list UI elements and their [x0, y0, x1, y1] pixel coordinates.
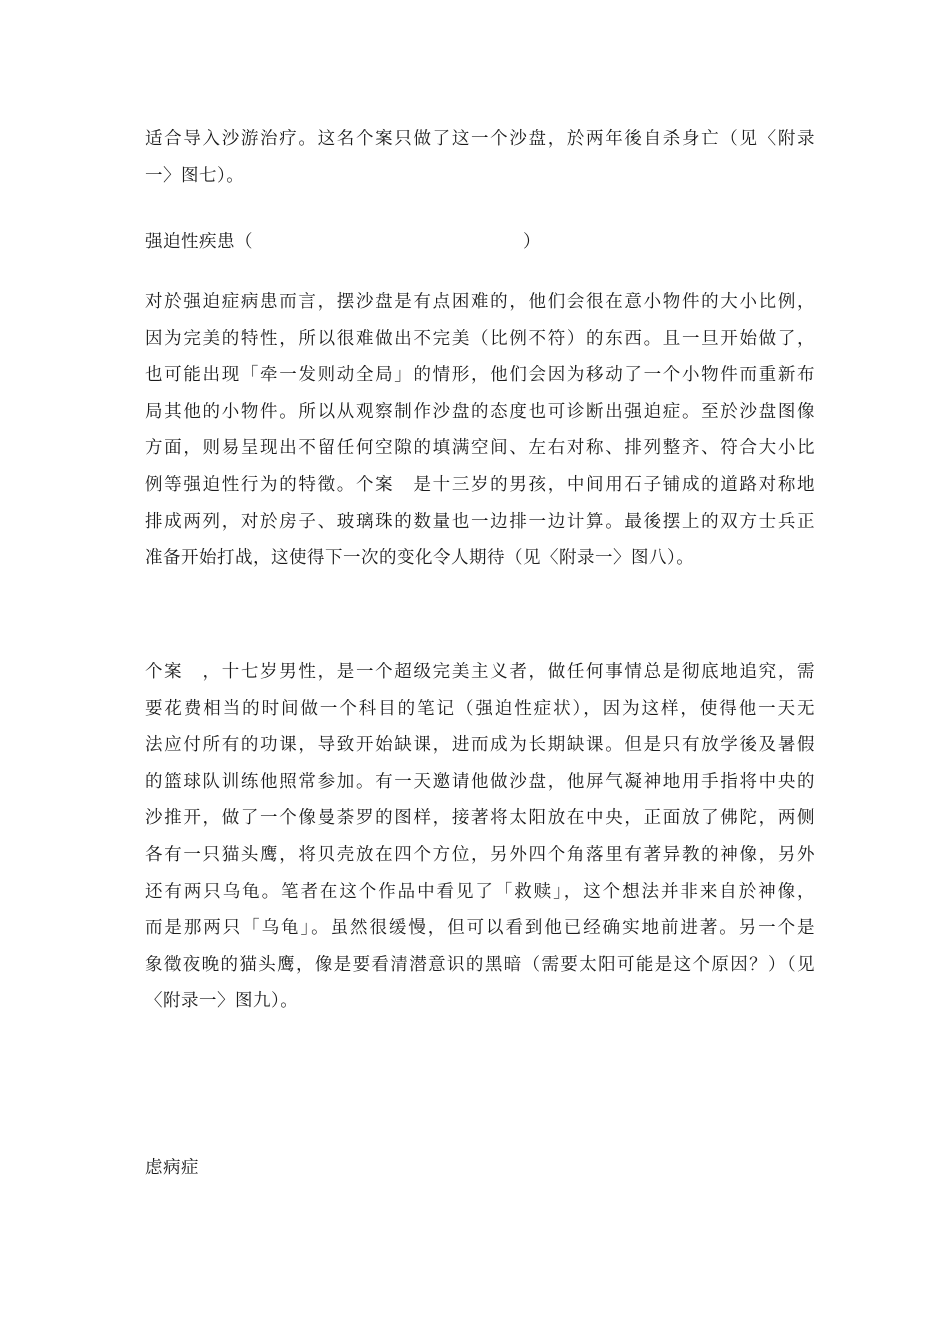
text-line: 对於强迫症病患而言，摆沙盘是有点困难的，他们会很在意小物件的大小比例， — [145, 292, 815, 312]
text-line: 的篮球队训练他照常参加。有一天邀请他做沙盘，他屏气凝神地用手指将中央的 — [145, 771, 815, 792]
text-line: 要花费相当的时间做一个科目的笔记（强迫性症状），因为这样，使得他一天无 — [145, 698, 815, 719]
text-line: 适合导入沙游治疗。这名个案只做了这一个沙盘，於两年後自杀身亡（见〈附录 — [145, 129, 815, 149]
text-line: 一〉图七）。 — [145, 165, 245, 186]
text-line: 〈附录一〉图九）。 — [145, 991, 299, 1012]
text-line: 局其他的小物件。所以从观察制作沙盘的态度也可诊断出强迫症。至於沙盘图像 — [145, 401, 815, 422]
section-heading-hypochondria — [145, 1150, 815, 1187]
text-line: 还有两只乌龟。笔者在这个作品中看见了「救赎」，这个想法并非来自於神像， — [145, 881, 815, 902]
text-line: 准备开始打战，这使得下一次的变化令人期待（见〈附录一〉图八）。 — [145, 548, 695, 569]
text-line: 也可能出现「牵一发则动全局」的情形，他们会因为移动了一个小物件而重新布 — [145, 365, 815, 386]
text-line: 而是那两只「乌龟」。虽然很缓慢，但可以看到他已经确实地前进著。另一个是 — [145, 918, 815, 939]
text-line: 因为完美的特性，所以很难做出不完美（比例不符）的东西。且一旦开始做了， — [145, 328, 815, 349]
paragraph-perfectionist-case — [145, 654, 815, 1020]
text-line: 个案 ，十七岁男性，是一个超级完美主义者，做任何事情总是彻底地追究，需 — [145, 662, 815, 682]
text-line: 法应付所有的功课，导致开始缺课，进而成为长期缺课。但是只有放学後及暑假 — [145, 735, 815, 756]
text-line: 方面，则易呈现出不留任何空隙的填满空间、左右对称、排列整齐、符合大小比 — [145, 438, 815, 459]
text-line: 排成两列，对於房子、玻璃珠的数量也一边排一边计算。最後摆上的双方士兵正 — [145, 511, 815, 532]
section-heading-ocd — [145, 224, 815, 261]
paragraph-suicide-case — [145, 121, 815, 194]
heading-text: 虑病症 — [145, 1158, 199, 1178]
paragraph-ocd-description — [145, 284, 815, 577]
heading-text: 强迫性疾患（ ） — [145, 232, 541, 252]
text-line: 象徵夜晚的猫头鹰，像是要看清潜意识的黑暗（需要太阳可能是这个原因？）（见 — [145, 954, 815, 975]
text-line: 例等强迫性行为的特徵。个案 是十三岁的男孩，中间用石子铺成的道路对称地 — [145, 474, 815, 495]
text-line: 各有一只猫头鹰，将贝壳放在四个方位，另外四个角落里有著异教的神像，另外 — [145, 844, 815, 865]
text-line: 沙推开，做了一个像曼荼罗的图样，接著将太阳放在中央，正面放了佛陀，两侧 — [145, 808, 815, 829]
